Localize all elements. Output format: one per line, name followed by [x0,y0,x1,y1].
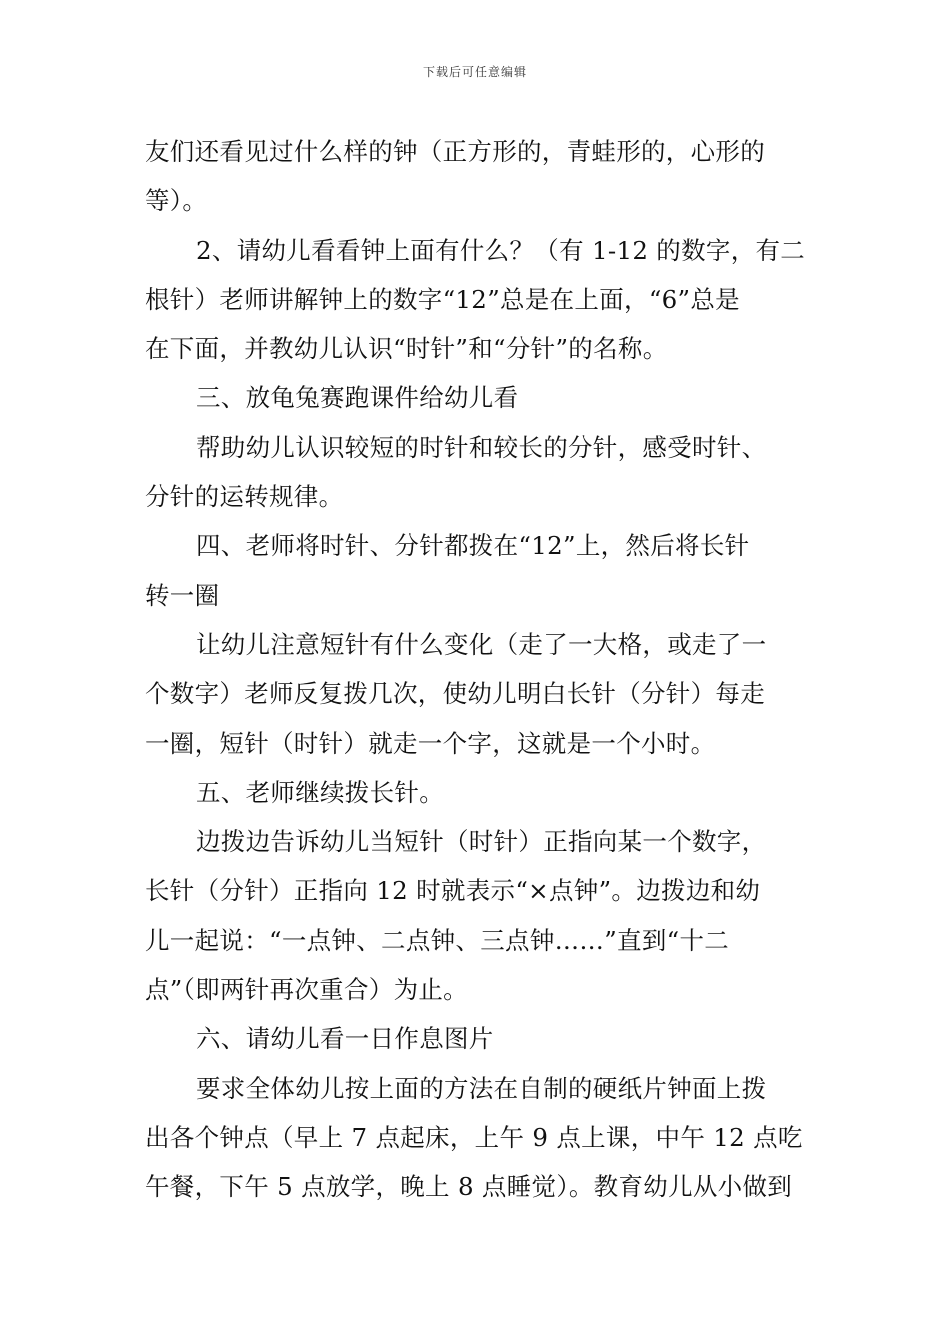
text-line: 友们还看见过什么样的钟（正方形的，青蛙形的，心形的 [145,137,765,166]
text-line: 儿一起说：“一点钟、二点钟、三点钟……”直到“十二 [145,925,730,955]
text-line: 一圈，短针（时针）就走一个字，这就是一个小时。 [145,728,716,758]
text-line: 转一圈 [145,580,220,610]
text-line: 分针的运转规律。 [145,482,344,512]
section-heading: 六、请幼儿看一日作息图片 [196,1024,494,1054]
text-line: 帮助幼儿认识较短的时针和较长的分针，感受时针、 [196,432,767,462]
text-line: 午餐，下午 5 点放学，晚上 8 点睡觉）。教育幼儿从小做到 [145,1172,793,1202]
text-line: 在下面，并教幼儿认识“时针”和“分针”的名称。 [145,334,668,364]
text-line: 长针（分针）正指向 12 时就表示“×点钟”。边拨边和幼 [145,876,761,906]
text-line: 点”（即两针再次重合）为止。 [145,975,468,1005]
text-line: 个数字）老师反复拨几次，使幼儿明白长针（分针）每走 [145,679,765,709]
document-body [145,127,810,1212]
page-header: 下载后可任意编辑 [422,65,527,79]
text-line: 出各个钟点（早上 7 点起床，上午 9 点上课，中午 12 点吃 [145,1122,803,1152]
text-line: 边拨边告诉幼儿当短针（时针）正指向某一个数字， [196,827,767,857]
text-line: 要求全体幼儿按上面的方法在自制的硬纸片钟面上拨 [196,1073,767,1103]
section-heading: 三、放龟兔赛跑课件给幼儿看 [196,383,519,413]
text-line: 2、请幼儿看看钟上面有什么？（有 1-12 的数字，有二 [196,235,806,265]
text-line: 等）。 [145,186,208,216]
section-heading: 四、老师将时针、分针都拨在“12”上，然后将长针 [196,531,750,561]
text-line: 让幼儿注意短针有什么变化（走了一大格，或走了一 [196,629,767,659]
section-heading: 五、老师继续拨长针。 [196,777,444,807]
text-line: 根针）老师讲解钟上的数字“12”总是在上面，“6”总是 [145,284,740,314]
